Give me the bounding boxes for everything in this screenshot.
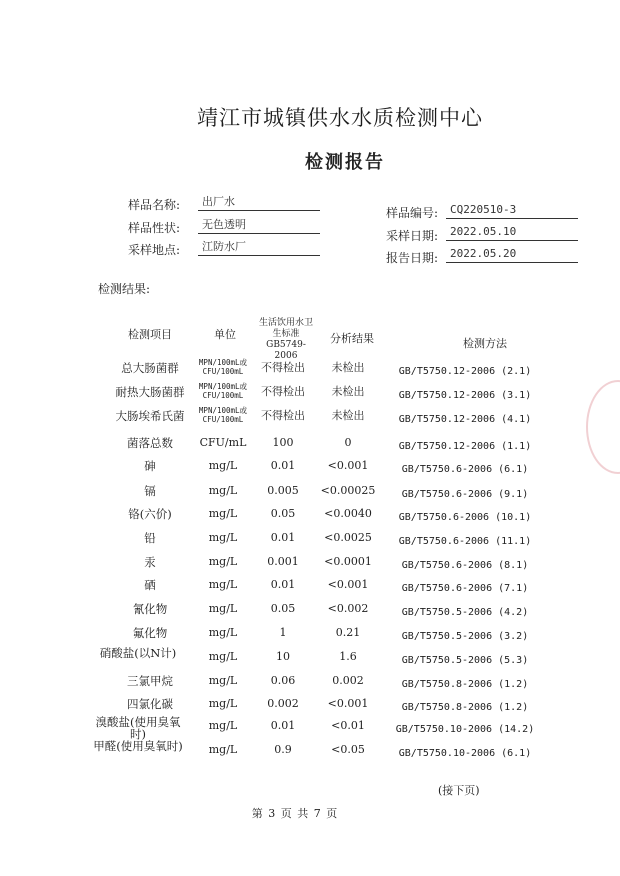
item-name: 铅 — [144, 531, 156, 545]
test-method: GB/T5750.6-2006 (7.1) — [401, 583, 529, 594]
item-name: 硒 — [144, 578, 156, 592]
analysis-result: 0 — [344, 436, 352, 449]
table-row — [0, 508, 620, 531]
standard-limit: 0.005 — [267, 484, 299, 497]
standard-limit: 1 — [279, 626, 287, 639]
item-unit: mg/L — [208, 697, 238, 710]
item-name: 铬(六价) — [128, 507, 172, 521]
table-row — [0, 603, 620, 626]
analysis-result: 0.002 — [332, 674, 364, 687]
standard-limit: 不得检出 — [261, 409, 305, 422]
test-method: GB/T5750.12-2006 (1.1) — [398, 441, 532, 452]
test-method: GB/T5750.12-2006 (2.1) — [398, 366, 532, 377]
analysis-result: <0.001 — [327, 697, 369, 710]
item-unit: mg/L — [208, 531, 238, 544]
test-method: GB/T5750.6-2006 (8.1) — [401, 560, 529, 571]
item-unit: mg/L — [208, 507, 238, 520]
organization-title: 靖江市城镇供水水质检测中心 — [197, 106, 483, 130]
standard-limit: 0.05 — [270, 507, 296, 520]
analysis-result: 1.6 — [339, 650, 357, 663]
analysis-result: <0.05 — [331, 743, 365, 756]
item-name: 耐热大肠菌群 — [115, 385, 185, 399]
table-row — [0, 532, 620, 555]
analysis-result: <0.0040 — [324, 507, 372, 520]
standard-limit: 100 — [272, 436, 294, 449]
standard-limit: 0.01 — [270, 459, 296, 472]
column-header-unit: 单位 — [214, 328, 236, 341]
analysis-result: 0.21 — [335, 626, 361, 639]
test-method: GB/T5750.12-2006 (4.1) — [398, 414, 532, 425]
analysis-result: <0.0001 — [324, 555, 372, 568]
sample-property-value: 无色透明 — [198, 217, 320, 234]
table-row — [0, 406, 620, 433]
item-name: 四氯化碳 — [127, 697, 173, 711]
test-method: GB/T5750.6-2006 (6.1) — [401, 464, 529, 475]
page-footer: 第 3 页 共 7 页 — [251, 807, 339, 820]
item-unit: MPN/100mL或CFU/100mL — [198, 358, 248, 376]
analysis-result: 未检出 — [331, 361, 365, 374]
item-name: 汞 — [144, 555, 156, 569]
sample-property-label: 样品性状: — [127, 221, 180, 235]
analysis-result: <0.01 — [331, 719, 365, 732]
item-unit: mg/L — [208, 674, 238, 687]
analysis-result: <0.001 — [327, 459, 369, 472]
results-label: 检测结果: — [98, 282, 151, 296]
report-date-label: 报告日期: — [385, 251, 438, 265]
table-row — [0, 646, 620, 674]
item-unit: mg/L — [208, 459, 238, 472]
item-name: 甲醛(使用臭氧时) — [93, 739, 183, 753]
item-unit: mg/L — [208, 650, 238, 663]
standard-limit: 10 — [276, 650, 290, 663]
column-header-standard: 生活饮用水卫生标准GB5749-2006 — [258, 318, 313, 361]
test-method: GB/T5750.5-2006 (5.3) — [401, 655, 529, 666]
item-name: 菌落总数 — [127, 436, 173, 450]
analysis-result: 未检出 — [331, 385, 365, 398]
column-header-result: 分析结果 — [330, 332, 374, 345]
table-row — [0, 739, 620, 767]
sample-id-label: 样品编号: — [385, 206, 438, 220]
item-unit: mg/L — [208, 484, 238, 497]
standard-limit: 0.001 — [267, 555, 299, 568]
table-row — [0, 485, 620, 508]
analysis-result: 未检出 — [331, 409, 365, 422]
analysis-result: <0.002 — [327, 602, 369, 615]
item-name: 溴酸盐(使用臭氧时) — [95, 715, 181, 741]
table-row — [0, 675, 620, 698]
table-row — [0, 437, 620, 460]
standard-limit: 不得检出 — [261, 361, 305, 374]
test-method: GB/T5750.5-2006 (4.2) — [401, 607, 529, 618]
item-name: 氟化物 — [132, 626, 168, 640]
test-method: GB/T5750.5-2006 (3.2) — [401, 631, 529, 642]
sample-id-value: CQ220510-3 — [446, 202, 578, 219]
sample-date-label: 采样日期: — [385, 229, 438, 243]
sample-name-label: 样品名称: — [127, 198, 180, 212]
item-name: 三氯甲烷 — [127, 674, 173, 688]
item-unit: MPN/100mL或CFU/100mL — [198, 382, 248, 400]
standard-limit: 0.002 — [267, 697, 299, 710]
column-header-item: 检测项目 — [128, 328, 172, 341]
standard-limit: 0.9 — [274, 743, 292, 756]
item-name: 硝酸盐(以N计) — [99, 646, 177, 660]
sample-date-value: 2022.05.10 — [446, 224, 578, 241]
standard-limit: 0.01 — [270, 531, 296, 544]
report-date-value: 2022.05.20 — [446, 246, 578, 263]
test-method: GB/T5750.6-2006 (11.1) — [398, 536, 532, 547]
table-row — [0, 579, 620, 602]
item-name: 镉 — [144, 484, 156, 498]
item-unit: mg/L — [208, 743, 238, 756]
test-method: GB/T5750.10-2006 (14.2) — [395, 724, 535, 735]
item-name: 氰化物 — [132, 602, 168, 616]
standard-limit: 0.05 — [270, 602, 296, 615]
item-unit: mg/L — [208, 719, 238, 732]
continued-note: (接下页) — [438, 784, 480, 797]
table-row — [0, 382, 620, 409]
report-title: 检测报告 — [305, 152, 385, 173]
item-unit: MPN/100mL或CFU/100mL — [198, 406, 248, 424]
item-unit: CFU/mL — [199, 436, 247, 449]
item-name: 大肠埃希氏菌 — [115, 409, 185, 423]
test-method: GB/T5750.6-2006 (10.1) — [398, 512, 532, 523]
test-method: GB/T5750.6-2006 (9.1) — [401, 489, 529, 500]
analysis-result: <0.0025 — [324, 531, 372, 544]
item-name: 砷 — [144, 459, 156, 473]
item-unit: mg/L — [208, 578, 238, 591]
table-row — [0, 358, 620, 385]
test-method: GB/T5750.12-2006 (3.1) — [398, 390, 532, 401]
sample-name-value: 出厂水 — [198, 194, 320, 211]
test-method: GB/T5750.8-2006 (1.2) — [401, 702, 529, 713]
analysis-result: <0.001 — [327, 578, 369, 591]
item-unit: mg/L — [208, 602, 238, 615]
item-unit: mg/L — [208, 626, 238, 639]
table-row — [0, 556, 620, 579]
item-unit: mg/L — [208, 555, 238, 568]
item-name: 总大肠菌群 — [121, 361, 179, 375]
standard-limit: 0.01 — [270, 578, 296, 591]
test-method: GB/T5750.10-2006 (6.1) — [398, 748, 532, 759]
test-method: GB/T5750.8-2006 (1.2) — [401, 679, 529, 690]
table-row — [0, 460, 620, 483]
column-header-method: 检测方法 — [463, 337, 507, 350]
sample-location-label: 采样地点: — [127, 243, 180, 257]
standard-limit: 不得检出 — [261, 385, 305, 398]
sample-location-value: 江防水厂 — [198, 239, 320, 256]
standard-limit: 0.06 — [270, 674, 296, 687]
analysis-result: <0.00025 — [320, 484, 376, 497]
standard-limit: 0.01 — [270, 719, 296, 732]
